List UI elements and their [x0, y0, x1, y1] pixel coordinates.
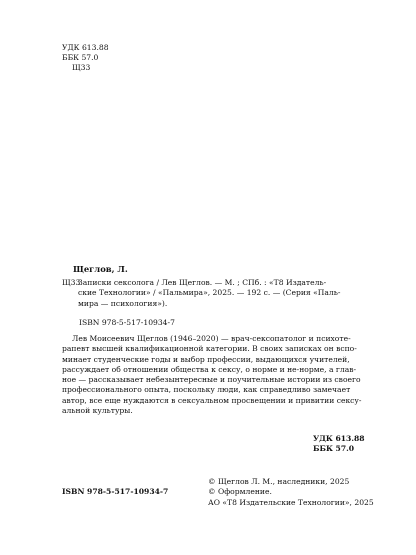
- annotation-line: Лев Моисеевич Щеглов (1946–2020) — врач-сексопатолог и психоте-: [72, 334, 351, 343]
- copyright-line: АО «Т8 Издательские Технологии», 2025: [208, 497, 374, 507]
- annotation-line: рассуждает об отношении общества к сексу, о норме и не-норме, а глав-: [62, 364, 357, 374]
- bbk-code: ББК 57.0: [62, 53, 99, 62]
- udk-code-right: УДК 613.88: [313, 434, 365, 443]
- catalog-codes: [62, 43, 109, 73]
- copyright-block: [208, 477, 374, 508]
- annotation-line: автор, все еще нуждаются в сексуальном просвещении и привитии сексу-: [62, 395, 362, 405]
- record-isbn: ISBN 978-5-517-10934-7: [79, 318, 175, 327]
- record-description: [78, 278, 340, 309]
- annotation-line: рапевт высшей квалификационной категории. В своих записках он вспо-: [62, 344, 357, 354]
- right-catalog-codes: [313, 434, 365, 453]
- udk-code: УДК 613.88: [62, 43, 109, 52]
- annotation: [62, 334, 361, 416]
- copyright-line: © Оформление.: [208, 487, 272, 497]
- record-line: Записки сексолога / Лев Щеглов. — М. ; СПб. : «Т8 Издатель-: [78, 278, 327, 287]
- record-author: Щеглов, Л.: [73, 264, 128, 274]
- annotation-line: ное — рассказывает небезынтересные и поучительные истории из своего: [62, 375, 361, 385]
- bottom-isbn: ISBN 978-5-517-10934-7: [62, 487, 169, 496]
- annotation-line: минает студенческие годы и выбор профессии, выдающихся учителей,: [62, 354, 350, 364]
- record-line: ские Технологии» / «Пальмира», 2025. — 192 с. — (Серия «Паль-: [78, 288, 341, 298]
- record-code: Щ33: [62, 278, 81, 287]
- record-line: мира — психология»).: [78, 298, 168, 308]
- annotation-line: профессионального опыта, поскольку люди, как справедливо замечает: [62, 385, 351, 395]
- annotation-line: альной культуры.: [62, 406, 133, 416]
- author-mark: Щ33: [72, 63, 91, 72]
- bbk-code-right: ББК 57.0: [313, 443, 355, 453]
- copyright-line: © Щеглов Л. М., наследники, 2025: [208, 477, 350, 486]
